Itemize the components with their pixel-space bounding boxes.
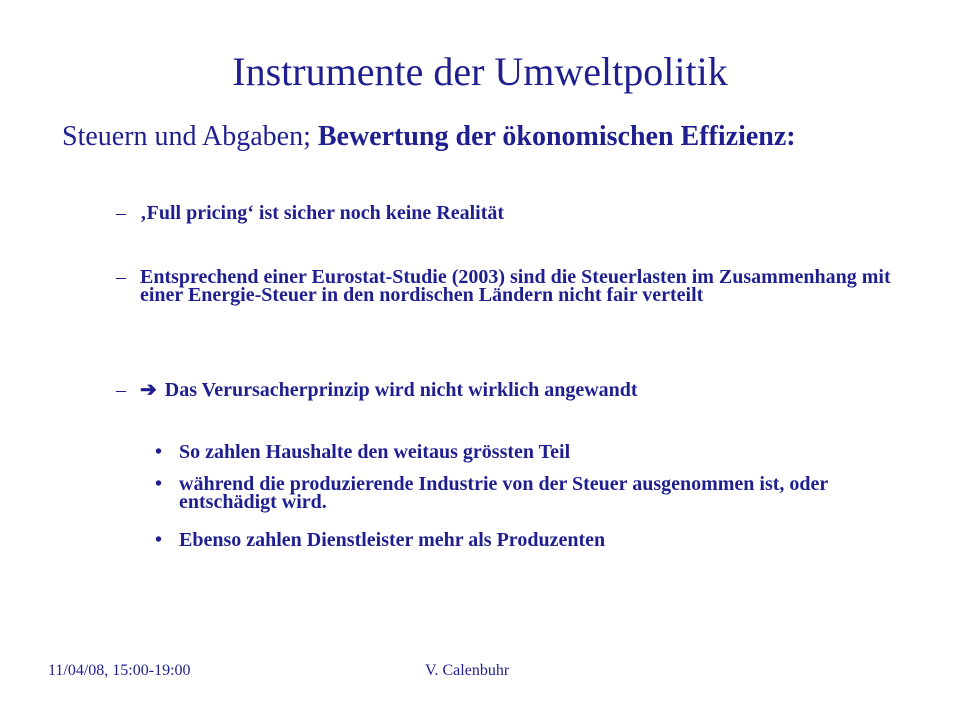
list-item-text: Ebenso zahlen Dienstleister mehr als Produzenten bbox=[179, 529, 606, 551]
dash-marker: – bbox=[116, 202, 126, 224]
footer-date: 11/04/08, 15:00-19:00 bbox=[48, 662, 191, 679]
dash-marker: – bbox=[116, 266, 126, 288]
list-item-text: Entsprechend einer Eurostat-Studie (2003) sind die Steuerlasten im Zusammenhang mit einer Energie-Steuer in den nordischen Ländern nicht fair verteilt bbox=[140, 266, 891, 306]
list-item bbox=[116, 204, 916, 222]
list-item-text: ‚Full pricing‘ ist sicher noch keine Realität bbox=[140, 202, 505, 224]
list-item-text: Das Verursacherprinzip wird nicht wirklich angewandt bbox=[164, 379, 638, 401]
subtitle-bold: Bewertung der ökonomischen Effizienz: bbox=[317, 121, 796, 152]
list-item bbox=[116, 381, 916, 399]
bullet-marker: • bbox=[155, 473, 163, 495]
bullet-marker: • bbox=[155, 441, 163, 463]
bullet-marker: • bbox=[155, 529, 163, 551]
list-item bbox=[155, 443, 915, 461]
list-item-text: So zahlen Haushalte den weitaus grössten Teil bbox=[179, 441, 571, 463]
list-item-text: während die produzierende Industrie von der Steuer ausgenommen ist, oder entschädigt wird. bbox=[179, 473, 828, 513]
footer-author: V. Calenbuhr bbox=[425, 662, 510, 679]
list-item bbox=[155, 475, 915, 511]
arrow-right-icon: ➔ bbox=[140, 379, 157, 401]
list-item bbox=[155, 531, 915, 549]
subtitle-normal: Steuern und Abgaben; bbox=[62, 121, 318, 152]
list-item bbox=[116, 268, 916, 304]
dash-marker: – bbox=[116, 379, 126, 401]
slide-subtitle bbox=[62, 120, 796, 154]
slide-title: Instrumente der Umweltpolitik bbox=[232, 49, 728, 94]
